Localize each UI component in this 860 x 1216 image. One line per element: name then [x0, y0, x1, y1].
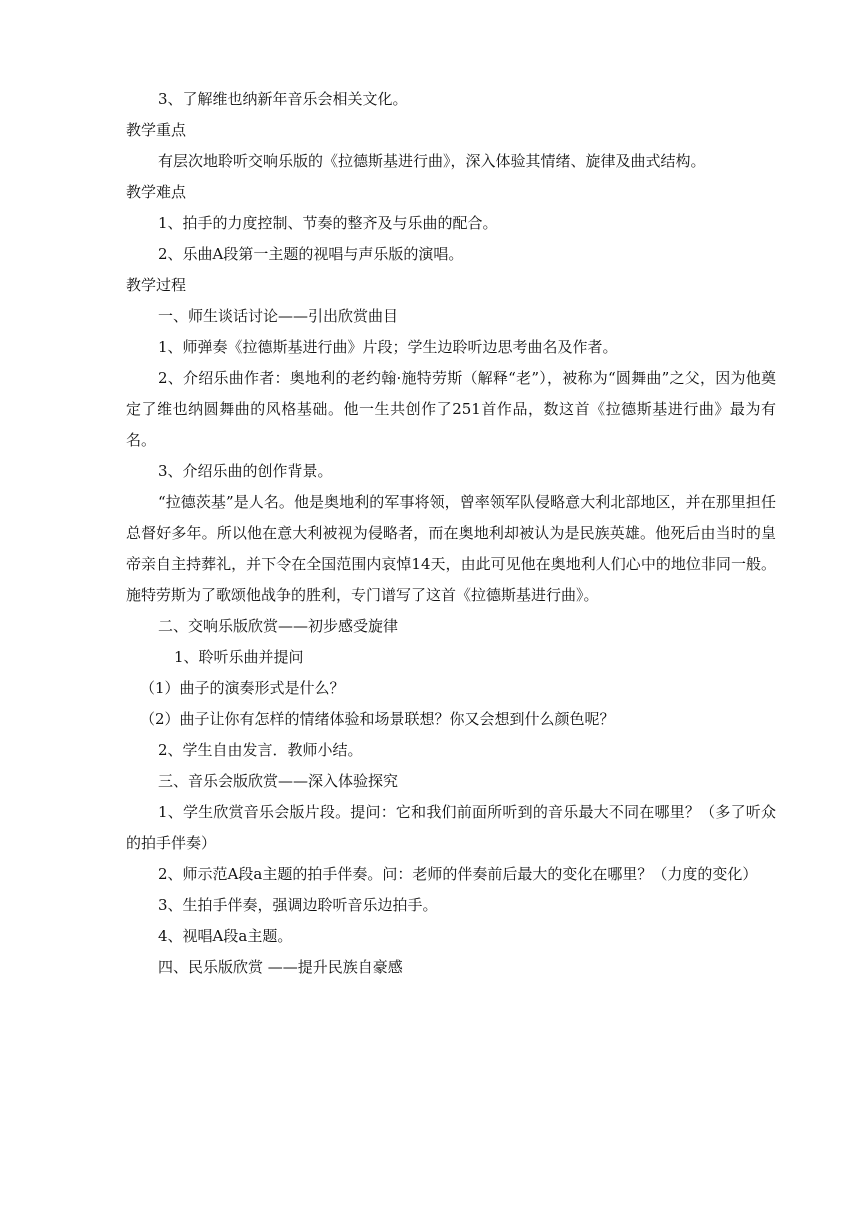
- goal-item-3: 3、了解维也纳新年音乐会相关文化。: [158, 90, 408, 108]
- process-step-2-item-1: 1、聆听乐曲并提问: [174, 648, 304, 666]
- process-step-3-heading: 三、音乐会版欣赏——深入体验探究: [158, 772, 399, 790]
- document-body: [126, 84, 776, 983]
- question-2: （2）曲子让你有怎样的情绪体验和场景联想？你又会想到什么颜色呢？: [140, 710, 615, 728]
- process-step-1-item-2: 2、介绍乐曲作者：奥地利的老约翰·施特劳斯（解释“老”），被称为“圆舞曲”之父，因为他奠定了维也纳圆舞曲的风格基础。他一生共创作了251首作品，数这首《拉德斯基进行曲》最为有名。: [126, 369, 776, 449]
- process-step-1-item-3: 3、介绍乐曲的创作背景。: [158, 462, 333, 480]
- section-heading-process: 教学过程: [126, 276, 187, 294]
- process-step-3-item-2: 2、师示范A段a主题的拍手伴奏。问：老师的伴奏前后最大的变化在哪里？（力度的变化）: [158, 865, 758, 883]
- section-heading-difficulties: 教学难点: [126, 183, 187, 201]
- section-heading-key-points: 教学重点: [126, 121, 187, 139]
- process-step-3-item-3: 3、生拍手伴奏，强调边聆听音乐边拍手。: [158, 896, 438, 914]
- difficulty-item-1: 1、拍手的力度控制、节奏的整齐及与乐曲的配合。: [158, 214, 498, 232]
- process-step-4-heading: 四、民乐版欣赏 ——提升民族自豪感: [158, 958, 403, 976]
- process-step-3-item-4: 4、视唱A段a主题。: [158, 927, 293, 945]
- difficulty-item-2: 2、乐曲A段第一主题的视唱与声乐版的演唱。: [158, 245, 464, 263]
- process-step-3-item-1: 1、学生欣赏音乐会版片段。提问：它和我们前面所听到的音乐最大不同在哪里？（多了听众的拍手伴奏）: [126, 803, 776, 852]
- process-step-1-item-1: 1、师弹奏《拉德斯基进行曲》片段；学生边聆听边思考曲名及作者。: [158, 338, 618, 356]
- key-points-text: 有层次地聆听交响乐版的《拉德斯基进行曲》，深入体验其情绪、旋律及曲式结构。: [158, 152, 706, 170]
- background-paragraph: “拉德茨基”是人名。他是奥地利的军事将领，曾率领军队侵略意大利北部地区，并在那里担任总督好多年。所以他在意大利被视为侵略者，而在奥地利却被认为是民族英雄。他死后由当时的皇帝亲自主持葬礼，并下令在全国范围内哀悼14天，由此可见他在奥地利人们心中的地位非同一般。施特劳斯为了歌颂他战争的胜利，专门谱写了这首《拉德斯基进行曲》。: [126, 493, 776, 604]
- process-step-2-heading: 二、交响乐版欣赏——初步感受旋律: [158, 617, 399, 635]
- process-step-2-item-2: 2、学生自由发言．教师小结。: [158, 741, 363, 759]
- process-step-1-heading: 一、师生谈话讨论——引出欣赏曲目: [158, 307, 399, 325]
- question-1: （1）曲子的演奏形式是什么？: [140, 679, 345, 697]
